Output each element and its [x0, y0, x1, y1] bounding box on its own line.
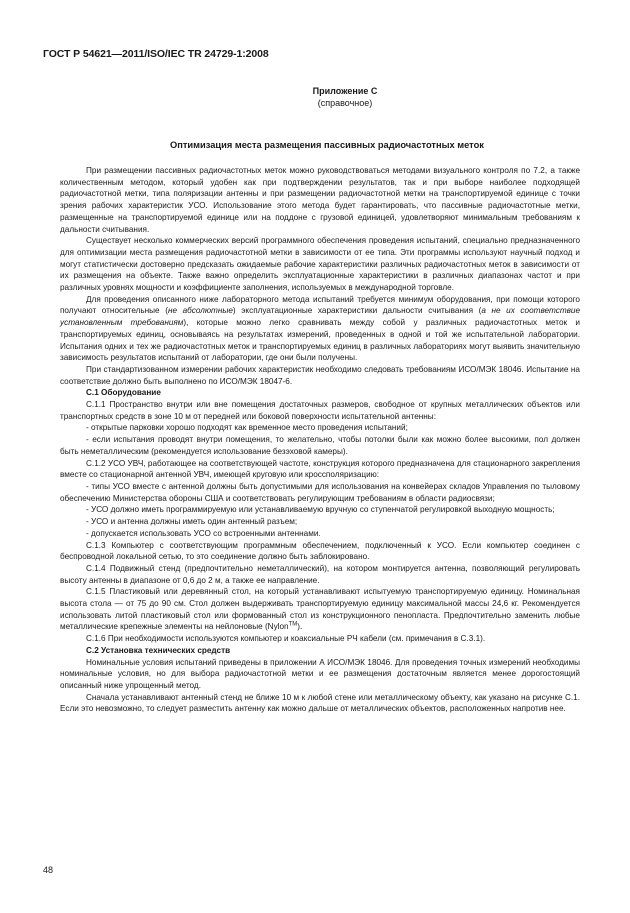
list-item: - типы УСО вместе с антенной должны быть допустимыми для использования на конвейерах складов Управления по тыловому обеспечению Министерства обороны США и соответствовать регулирующим требованиям в области радиосвязи;: [60, 481, 580, 503]
list-item: - открытые парковки хорошо подходят как временное место проведения испытаний;: [86, 423, 408, 433]
paragraph: С.1.5 Пластиковый или деревянный стол, на который устанавливают испытуемую транспортируемую единицу. Номинальная высота стола — от 75 до 90 см. Стол должен выдерживать транспортируемую единицу максимальной массы 24,6 кг. Рекомендуется использовать литой пластиковый стол или формованный стол из конструкционного пенопласта. Предпочтительно заменить любые металлические крепежные элементы на нейлоновые (Nylon™).: [60, 587, 580, 632]
emphasis: не абсолютные: [167, 306, 233, 316]
document-body: [60, 165, 580, 715]
paragraph: С.1.6 При необходимости используются компьютер и коаксиальные РЧ кабели (см. примечания в С.3.1).: [86, 634, 486, 644]
annex-title: Оптимизация места размещения пассивных радиочастотных меток: [170, 140, 484, 150]
paragraph: Номинальные условия испытаний приведены в приложении А ИСО/МЭК 18046. Для проведения точных измерений необходимы номинальные условия, но для выбора радиочастотной метки и ее размещения достаточным является менее дорогостоящий описанный ниже упрощенный метод.: [60, 657, 580, 690]
list-item: - допускается использовать УСО со встроенными антеннами.: [86, 528, 321, 538]
annex-heading: [0, 85, 630, 109]
page-number: 48: [43, 865, 54, 875]
emphasis: а не их соответствие установленным требованиям: [60, 306, 581, 328]
paragraph: С.1.2 УСО УВЧ, работающее на соответствующей частоте, конструкция которого предназначена для стационарного закрепления вместе со стационарной антенной УВЧ, имеющей круговую или кроссполяризацию:: [60, 458, 580, 480]
paragraph: При стандартизованном измерении рабочих характеристик необходимо следовать требованиям ИСО/МЭК 18046. Испытание на соответствие должно быть выполнено по ИСО/МЭК 18047-6.: [60, 364, 580, 386]
section-heading: С.1 Оборудование: [86, 388, 161, 398]
list-item: - если испытания проводят внутри помещения, то желательно, чтобы потолки были как можно более высокими, пол должен быть неметаллическим (рекомендуется использование безэховой камеры).: [60, 435, 580, 456]
paragraph: Для проведения описанного ниже лабораторного метода испытаний требуется минимум оборудования, при помощи которого получают относительные (не абсолютные) эксплуатационные характеристики дальности считывания (а не их соответствие установленным требованиям), которые можно легко сравнивать между собой у различных радиочастотных меток и транспортируемых единиц, основываясь на результатах измерений, проведенных в одной и той же испытательной лаборатории. Испытания одних и тех же радиочастотных меток и транспортируемых единиц в различных лабораториях могут выявить значительную зависимость результатов испытаний от лаборатории, где они были получены.: [60, 294, 581, 363]
annex-type: (справочное): [317, 98, 373, 108]
list-item: - УСО должно иметь программируемую или устанавливаемую вручную со ступенчатой регулировкой выходную мощность;: [86, 505, 555, 515]
paragraph: При размещении пассивных радиочастотных меток можно руководствоваться методами визуального контроля по 7.2, а также количественным методом, который удобен как при подтверждении результатов, так и при выборе наиболее подходящей радиочастотной метки, типа поляризации антенны и при размещении радиочастотной метки на транспортируемой единице с точки зрения рабочих характеристик УСО. Использование этого метода будет гарантировать, что пассивные радиочастотные метки, размещенные на транспортируемой единице или на поддоне с грузовой единицей, удовлетворяют минимальным требованиям к дальности считывания.: [60, 166, 580, 234]
paragraph: С.1.4 Подвижный стенд (предпочтительно неметаллический), на котором монтируется антенна, позволяющий регулировать высоту антенны в диапазоне от 0,6 до 2 м, а также ее направление.: [60, 563, 580, 585]
standard-header: ГОСТ Р 54621—2011/ISO/IEC TR 24729-1:2008: [43, 48, 269, 60]
trademark-mark: TM: [288, 621, 298, 628]
section-heading: С.2 Установка технических средств: [86, 645, 231, 655]
paragraph: С.1.3 Компьютер с соответствующим программным обеспечением, подключенный к УСО. Если компьютер соединен с беспроводной локальной сетью, то это соединение должно быть заблокировано.: [60, 540, 580, 562]
list-item: - УСО и антенна должны иметь один антенный разъем;: [86, 517, 298, 527]
paragraph: Существует несколько коммерческих версий программного обеспечения проведения испытаний, специально предназначенного для оптимизации места размещения радиочастотной метки в зависимости от ее типа. Эти программы используют научный подход и могут статистически достоверно предсказать ожидаемые рабочие характеристики различных радиочастотных меток в зависимости от их размещения на объекте. Также важно определить эксплуатационные характеристики в различных диапазонах частот и при различных уровнях мощности и коэффициенте заполнения, используемых в международной торговле.: [60, 236, 580, 293]
paragraph: Сначала устанавливают антенный стенд не ближе 10 м к любой стене или металлическому объекту, как указано на рисунке С.1. Если это невозможно, то следует разместить антенну как можно дальше от металлических объектов, расположенных напротив нее.: [60, 692, 580, 714]
paragraph: С.1.1 Пространство внутри или вне помещения достаточных размеров, свободное от крупных металлических объектов или транспортных средств в зоне 10 м от передней или боковой поверхности испытательной антенны:: [60, 400, 580, 421]
annex-label: Приложение С: [312, 86, 378, 96]
